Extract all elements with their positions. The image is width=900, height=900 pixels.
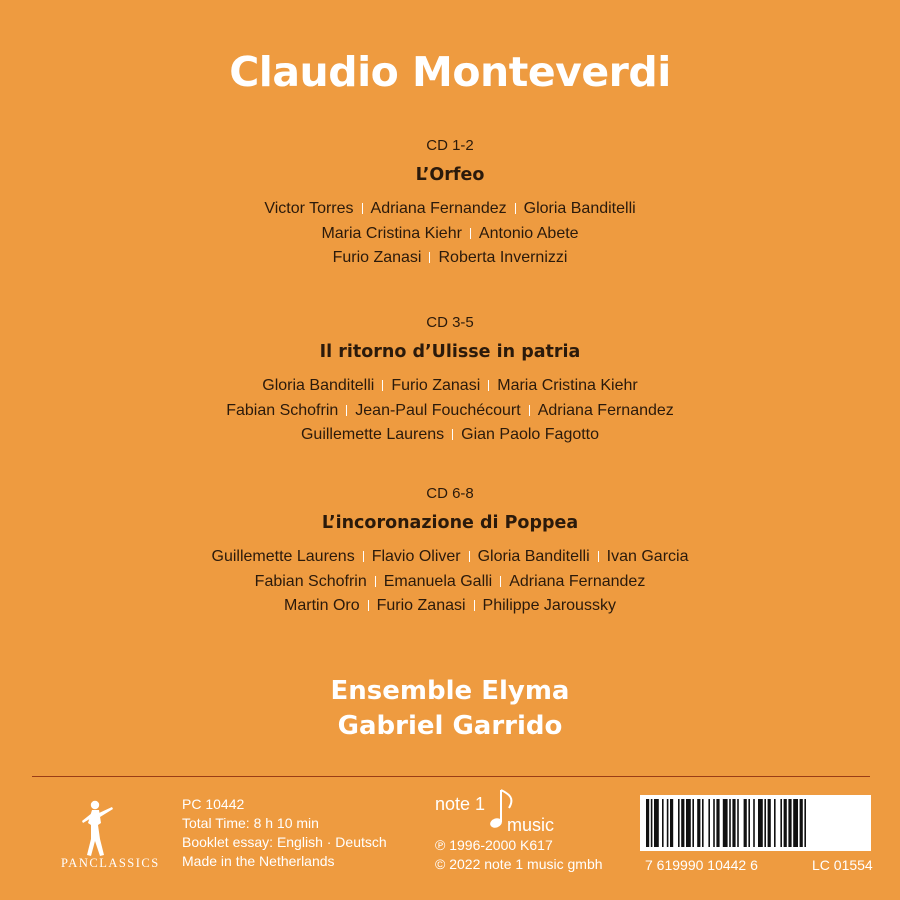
separator-bar (375, 576, 376, 587)
separator-bar (515, 203, 516, 214)
cast-line (0, 423, 900, 448)
singer-name: Furio Zanasi (332, 249, 422, 266)
singer-name: Victor Torres (264, 200, 354, 217)
note1-logo-sub: music (507, 815, 555, 835)
barcode-bar (780, 799, 782, 847)
cd-number-label: CD 3-5 (426, 314, 474, 331)
barcode-bar (793, 799, 798, 847)
singer-name: Flavio Oliver (371, 548, 461, 565)
label-code: LC 01554 (812, 857, 873, 873)
barcode-bar (732, 799, 735, 847)
cast-line (0, 222, 900, 247)
separator-bar (346, 405, 347, 416)
barcode-bar (800, 799, 803, 847)
barcode-bar (737, 799, 739, 847)
cast-line (0, 545, 900, 570)
barcode-bar (713, 799, 715, 847)
separator-bar (529, 405, 530, 416)
singer-name: Philippe Jaroussky (482, 597, 616, 614)
manufacture-country: Made in the Netherlands (182, 853, 335, 869)
cast-list (0, 545, 900, 619)
barcode-bar (681, 799, 684, 847)
barcode-bar (723, 799, 728, 847)
performers (0, 674, 900, 744)
barcode-bar (670, 799, 673, 847)
catalog-number: PC 10442 (182, 796, 245, 812)
singer-name: Maria Cristina Kiehr (321, 224, 462, 242)
singer-name: Gloria Banditelli (523, 200, 636, 217)
singer-name: Emanuela Galli (383, 572, 493, 590)
barcode-bar (804, 799, 806, 847)
barcode-bar (667, 799, 669, 847)
cd-section-2 (0, 314, 900, 448)
singer-name: Roberta Invernizzi (438, 249, 568, 266)
singer-name: Adriana Fernandez (509, 572, 646, 590)
separator-bar (488, 380, 489, 391)
cast-line (0, 374, 900, 399)
separator-bar (500, 576, 501, 587)
barcode-bar (702, 799, 704, 847)
singer-name: Furio Zanasi (391, 377, 481, 394)
barcode (640, 795, 871, 851)
cast-line (0, 246, 900, 271)
barcode-bar (764, 799, 766, 847)
barcode-bar (708, 799, 710, 847)
barcode-bar (692, 799, 694, 847)
cd-section-3 (0, 485, 900, 619)
booklet-info: Booklet essay: English · Deutsch (182, 834, 387, 850)
barcode-bar (768, 799, 771, 847)
footer-divider (32, 776, 870, 777)
singer-name: Guillemette Laurens (300, 426, 445, 443)
barcode-bar (654, 799, 659, 847)
phonogram-line: ℗ 1996-2000 K617 (435, 837, 553, 853)
separator-bar (362, 203, 363, 214)
barcode-number: 7 619990 10442 6 (645, 857, 758, 873)
singer-name: Guillemette Laurens (211, 548, 355, 565)
barcode-bar (788, 799, 791, 847)
opera-title: Il ritorno d’Ulisse in patria (319, 342, 581, 362)
singer-name: Maria Cristina Kiehr (497, 377, 638, 394)
barcode-bar (662, 799, 664, 847)
cast-list (0, 197, 900, 271)
page-title: Claudio Monteverdi (229, 48, 671, 96)
barcode-bar (716, 799, 719, 847)
singer-name: Ivan Garcia (606, 548, 689, 565)
singer-name: Fabian Schofrin (254, 572, 367, 590)
ensemble-name: Ensemble Elyma (330, 676, 570, 706)
cd-number-label: CD 1-2 (426, 137, 474, 154)
separator-bar (429, 252, 430, 263)
label-legal-text (435, 836, 603, 874)
cast-line (0, 570, 900, 595)
singer-name: Gloria Banditelli (477, 548, 590, 565)
barcode-bar (758, 799, 763, 847)
barcode-bar (774, 799, 776, 847)
barcode-bar (651, 799, 653, 847)
separator-bar (368, 600, 369, 611)
cast-line (0, 197, 900, 222)
note1-music-logo (435, 786, 575, 836)
opera-title: L’incoronazione di Poppea (321, 513, 579, 533)
cd-number-label: CD 6-8 (426, 485, 474, 502)
singer-name: Adriana Fernandez (537, 401, 674, 419)
cd-section-1 (0, 137, 900, 271)
singer-name: Furio Zanasi (376, 597, 466, 614)
total-time: Total Time: 8 h 10 min (182, 815, 319, 831)
singer-name: Martin Oro (284, 597, 360, 614)
barcode-bar (697, 799, 700, 847)
cast-line (0, 399, 900, 424)
separator-bar (474, 600, 475, 611)
separator-bar (363, 551, 364, 562)
cast-list (0, 374, 900, 448)
panclassics-wordmark: PANCLASSICS (61, 856, 160, 870)
separator-bar (452, 429, 453, 440)
opera-title: L’Orfeo (415, 165, 485, 185)
singer-name: Gloria Banditelli (262, 377, 375, 394)
note1-logo-main: note 1 (435, 794, 486, 814)
singer-name: Fabian Schofrin (226, 401, 339, 419)
barcode-bar (686, 799, 691, 847)
separator-bar (382, 380, 383, 391)
singer-name: Adriana Fernandez (370, 200, 507, 217)
separator-bar (470, 228, 471, 239)
barcode-bar (753, 799, 755, 847)
barcode-bar (748, 799, 750, 847)
barcode-bar (729, 799, 731, 847)
singer-name: Jean-Paul Fouchécourt (355, 401, 521, 419)
cast-line (0, 594, 900, 619)
barcode-bar (678, 799, 680, 847)
catalog-info (182, 795, 387, 871)
copyright-line: © 2022 note 1 music gmbh (435, 856, 603, 872)
separator-bar (469, 551, 470, 562)
barcode-bar (744, 799, 747, 847)
singer-name: Antonio Abete (478, 224, 579, 242)
barcode-bar (784, 799, 787, 847)
barcode-bar (646, 799, 649, 847)
separator-bar (598, 551, 599, 562)
singer-name: Gian Paolo Fagotto (461, 426, 600, 443)
conductor-name: Gabriel Garrido (337, 711, 563, 741)
